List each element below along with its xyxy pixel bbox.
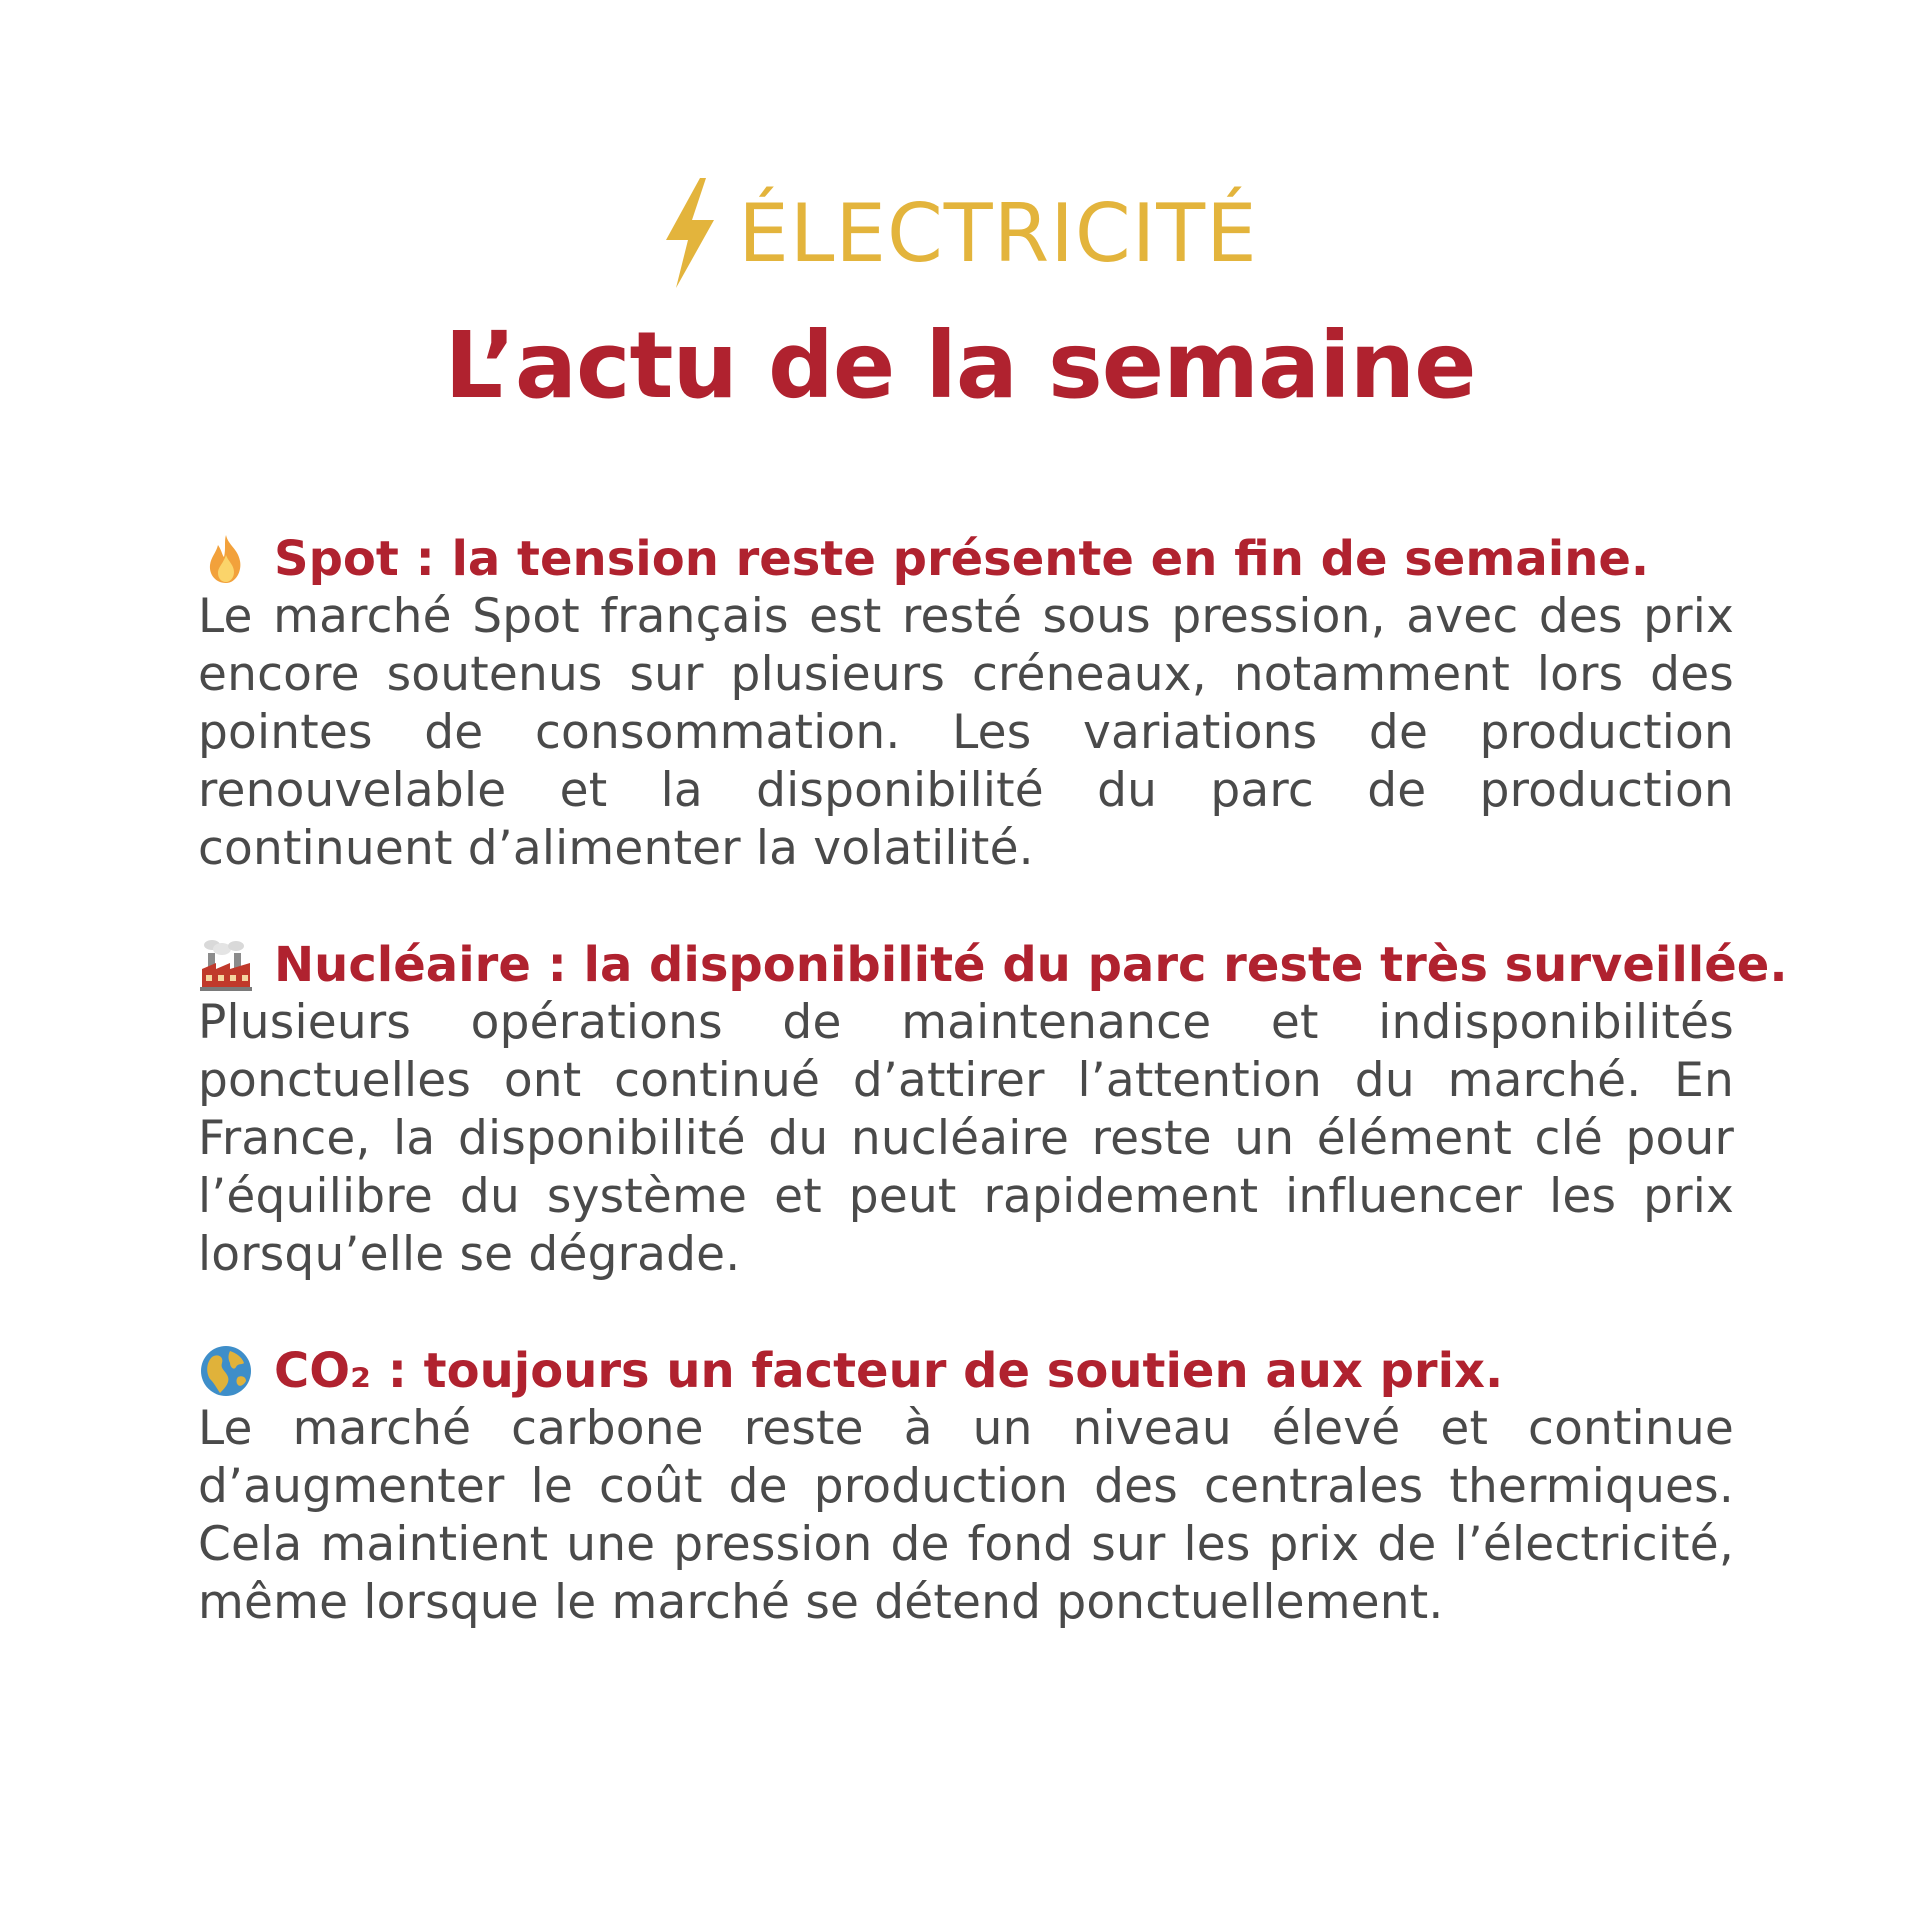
category-kicker [662,178,1257,288]
factory-icon [198,937,254,993]
news-item-title-text: Spot : la tension reste présente en fin de semaine. [274,531,1650,587]
news-list [198,530,1788,1690]
category-label: ÉLECTRICITÉ [738,186,1258,280]
news-item-body: Le marché Spot français est resté sous pression, avec des prix encore soutenus sur plusieurs créneaux, notamment lors des pointes de consommation. Les variations de production renouvelable et la disponibilité du parc de production continuent d’alimenter la volatilité. [198,589,1734,876]
news-item-title-text: Nucléaire : la disponibilité du parc reste très surveillée. [274,937,1788,993]
news-item-nucleaire [198,936,1788,1284]
news-item-co2 [198,1342,1734,1632]
news-item-title [198,936,1788,994]
news-item-body: Le marché carbone reste à un niveau élevé et continue d’augmenter le coût de production des centrales thermiques. Cela maintient une pression de fond sur les prix de l’électricité, même lorsque le marché se détend ponctuellement. [198,1401,1734,1630]
lightning-bolt-icon [662,178,718,288]
fire-icon [198,531,254,587]
globe-icon [198,1343,254,1399]
page-title: L’actu de la semaine [444,312,1476,419]
news-item-body: Plusieurs opérations de maintenance et indisponibilités ponctuelles ont continué d’attirer l’attention du marché. En France, la disponibilité du nucléaire reste un élément clé pour l’équilibre du système et peut rapidement influencer les prix lorsqu’elle se dégrade. [198,995,1734,1282]
news-item-spot [198,530,1734,878]
news-item-title [198,1342,1734,1400]
news-item-title-text: CO₂ : toujours un facteur de soutien aux prix. [274,1343,1504,1399]
header [0,178,1920,421]
news-item-title [198,530,1734,588]
